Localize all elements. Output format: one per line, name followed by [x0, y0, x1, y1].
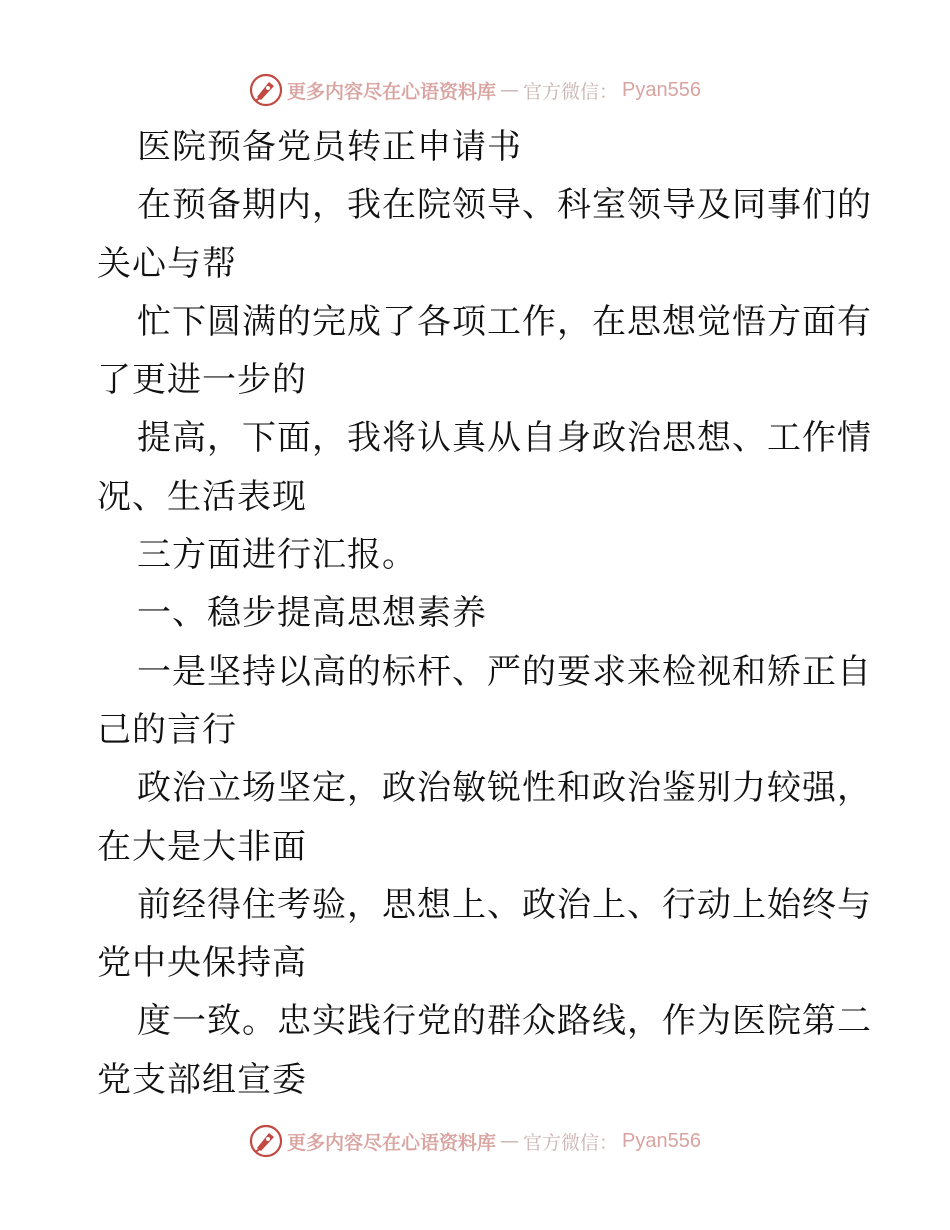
watermark-header: [0, 70, 950, 110]
text-line: 提高，下面，我将认真从自身政治思想、工作情: [137, 418, 872, 459]
text-line: 在大是大非面: [97, 826, 307, 867]
text-line: 了更进一步的: [97, 360, 307, 401]
watermark-dash: —: [500, 1130, 520, 1152]
document-body: [97, 118, 872, 1109]
text-line: 一是坚持以高的标杆、严的要求来检视和矫正自: [137, 651, 872, 692]
watermark-brand: 更多内容尽在心语资料库: [287, 1131, 497, 1154]
text-line: 在预备期内，我在院领导、科室领导及同事们的: [137, 185, 872, 226]
text-line: 忙下圆满的完成了各项工作，在思想觉悟方面有: [137, 301, 872, 342]
watermark-label: 官方微信：: [523, 1131, 619, 1154]
watermark-dash: —: [500, 79, 520, 101]
pen-nib-logo-icon: [249, 73, 283, 107]
watermark-label: 官方微信：: [523, 80, 619, 103]
document-title: 医院预备党员转正申请书: [137, 127, 522, 167]
text-line: 政治立场坚定，政治敏锐性和政治鉴别力较强，: [137, 768, 872, 809]
watermark-brand: 更多内容尽在心语资料库: [287, 80, 497, 103]
text-line: 况、生活表现: [97, 476, 307, 517]
watermark-footer: [0, 1121, 950, 1161]
text-line: 一、稳步提高思想素养: [137, 593, 487, 634]
pen-nib-logo-icon: [249, 1124, 283, 1158]
text-line: 三方面进行汇报。: [137, 535, 417, 576]
watermark-wechat-id: Pyan556: [622, 78, 701, 101]
text-line: 前经得住考验，思想上、政治上、行动上始终与: [137, 884, 872, 925]
text-line: 党中央保持高: [97, 943, 307, 984]
text-line: 党支部组宣委: [97, 1059, 307, 1100]
watermark-wechat-id: Pyan556: [622, 1129, 701, 1152]
text-line: 度一致。忠实践行党的群众路线，作为医院第二: [137, 1001, 872, 1042]
text-line: 己的言行: [97, 709, 237, 750]
text-line: 关心与帮: [97, 243, 237, 284]
